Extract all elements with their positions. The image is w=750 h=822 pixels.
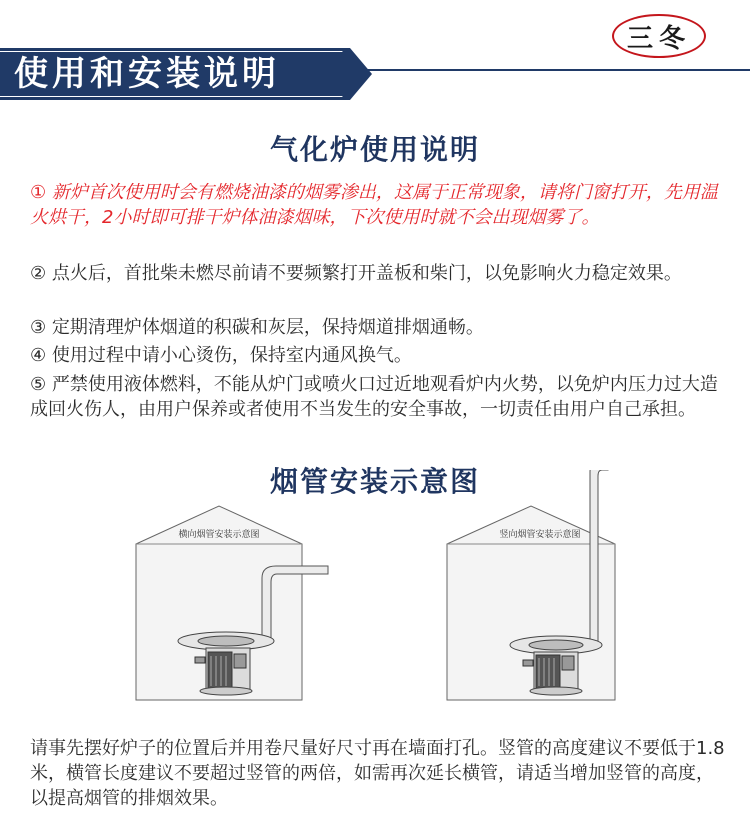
left-house-label: 横向烟管安装示意图 (178, 530, 260, 540)
install-note: 请事先摆好炉子的位置后并用卷尺量好尺寸再在墙面打孔。竖管的高度建议不要低于1.8米，横管长度建议不要超过竖管的两倍，如需再次延长横管，请适当增加竖管的高度，以提高烟管的排烟效果。 (30, 738, 725, 809)
usage-section-title: 气化炉使用说明 (269, 133, 480, 166)
usage-item-4: ④ 使用过程中请小心烫伤，保持室内通风换气。 (30, 345, 412, 366)
right-house-label: 竖向烟管安装示意图 (499, 530, 581, 540)
usage-item-5: ⑤ 严禁使用液体燃料，不能从炉门或喷火口过近地观看炉内火势，以免炉内压力过大造成回火伤人，由用户保养或者使用不当发生的安全事故，一切责任由用户自己承担。 (30, 374, 718, 420)
horizontal-flue-diagram (136, 506, 328, 700)
brand-logo (612, 14, 706, 58)
vertical-flue-diagram (447, 470, 615, 700)
usage-item-1: ① 新炉首次使用时会有燃烧油漆的烟雾渗出，这属于正常现象，请将门窗打开，先用温火烘干，2小时即可排干炉体油漆烟味，下次使用时就不会出现烟雾了。 (30, 182, 718, 228)
brand-logo-text: 三冬 (626, 23, 691, 54)
page-title: 使用和安装说明 (14, 54, 280, 94)
install-section-title: 烟管安装示意图 (269, 465, 480, 498)
usage-item-3: ③ 定期清理炉体烟道的积碳和灰层，保持烟道排烟通畅。 (30, 317, 484, 338)
usage-item-2: ② 点火后，首批柴未燃尽前请不要频繁打开盖板和柴门，以免影响火力稳定效果。 (30, 263, 682, 284)
chimney-install-diagram (0, 470, 750, 710)
